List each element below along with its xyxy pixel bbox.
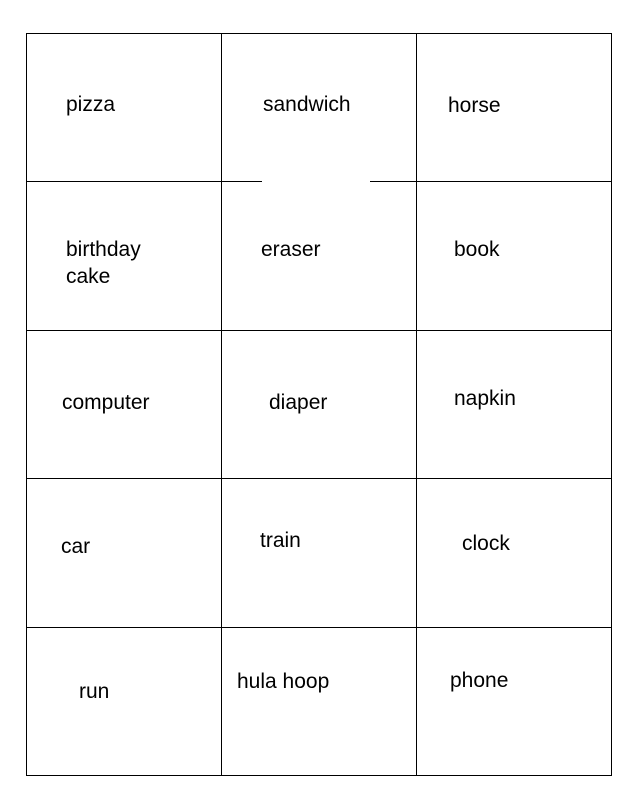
card-word: horse <box>448 94 501 117</box>
grid-row-divider <box>370 181 612 182</box>
word-card-grid <box>26 33 612 776</box>
grid-row-divider <box>26 478 612 479</box>
card-word: run <box>79 680 110 703</box>
card-word: diaper <box>269 391 328 414</box>
grid-column-divider <box>416 33 417 776</box>
card-word: computer <box>62 391 150 414</box>
card-word: hula hoop <box>237 670 330 693</box>
card-word: napkin <box>454 387 516 410</box>
grid-row-divider <box>26 627 612 628</box>
grid-border-right <box>611 33 612 776</box>
card-word: clock <box>462 532 510 555</box>
grid-row-divider <box>26 181 262 182</box>
grid-column-divider <box>221 33 222 776</box>
card-word: pizza <box>66 93 116 116</box>
card-word: eraser <box>261 238 321 261</box>
card-word: train <box>260 529 301 552</box>
grid-border-left <box>26 33 27 776</box>
grid-border-bottom <box>26 775 612 776</box>
card-word: birthday cake <box>66 238 141 288</box>
grid-row-divider <box>26 330 612 331</box>
grid-border-top <box>26 33 612 34</box>
card-word: car <box>61 535 91 558</box>
card-word: phone <box>450 669 509 692</box>
card-word: sandwich <box>263 93 351 116</box>
card-word: book <box>454 238 500 261</box>
